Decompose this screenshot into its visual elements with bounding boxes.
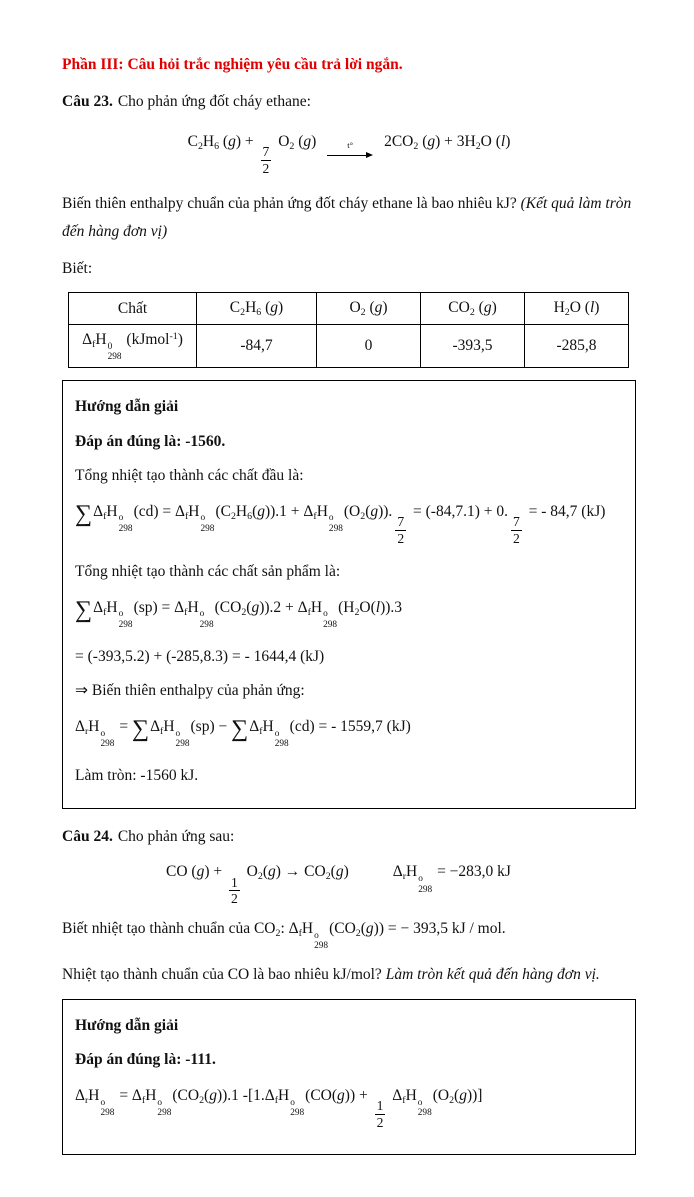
supsub: o 298: [175, 728, 190, 750]
subscript: f: [313, 510, 317, 522]
supsub: o 298: [118, 609, 133, 631]
text: ): [278, 299, 284, 317]
text: (: [474, 299, 484, 317]
q24-intro-text: Cho phản ứng sau:: [117, 827, 235, 845]
subscript: 2: [564, 307, 570, 319]
subscript: 2: [475, 140, 481, 152]
text: C: [229, 299, 241, 317]
text: (: [261, 299, 271, 317]
sum-icon: ∑: [75, 500, 93, 527]
q23-intro-text: Cho phản ứng đốt cháy ethane:: [117, 93, 311, 110]
text: (: [262, 863, 268, 881]
text: H: [163, 717, 175, 735]
subscript: f: [298, 927, 302, 939]
q23-biet-label: Biết:: [62, 260, 93, 278]
text: H: [278, 1087, 290, 1105]
text: (: [365, 502, 371, 520]
text: (: [330, 863, 336, 881]
text: (: [360, 919, 366, 937]
table-value-o2: 0: [317, 324, 421, 367]
subscript: 2: [199, 1094, 205, 1106]
subscript: 2: [289, 140, 295, 152]
q23-question-note: (Kết quả làm tròn đến hàng đơn vị): [62, 195, 632, 241]
text: O (: [569, 299, 590, 317]
superscript: -1: [169, 331, 178, 343]
text: C: [187, 132, 198, 150]
q23-solution-rounding: Làm tròn: -1560 kJ.: [75, 766, 199, 784]
supsub: o 298: [418, 874, 433, 895]
table-header-o2: [317, 293, 421, 325]
text: Δ: [75, 1087, 85, 1105]
fraction: $\frac{7}{2}$: [512, 513, 520, 546]
italic-text: g: [459, 1087, 467, 1105]
text: = (-84,7.1) + 0.: [409, 502, 508, 520]
q23-formula-reactants: [75, 502, 623, 547]
text: ) +: [204, 863, 226, 881]
text: ))]: [466, 1087, 483, 1105]
subscript: f: [103, 606, 107, 618]
text: H: [262, 717, 274, 735]
table-value-co2: -393,5: [421, 324, 525, 367]
text: (: [418, 132, 428, 150]
table-header-h2o: [525, 293, 629, 325]
text: ) → CO: [275, 863, 326, 881]
text: (sp) −: [190, 717, 232, 735]
q23-question: [62, 190, 636, 246]
text: (O: [432, 1087, 450, 1105]
q24-solution-box: [62, 999, 636, 1155]
text: O: [274, 132, 290, 150]
supsub: o 298: [274, 728, 289, 750]
sum-icon: ∑: [231, 716, 249, 743]
italic-text: g: [303, 132, 312, 150]
text: Δ: [249, 717, 260, 735]
italic-text: g: [374, 299, 383, 317]
text: H: [316, 502, 328, 520]
italic-text: g: [228, 132, 236, 150]
text: (sp) = Δ: [133, 598, 185, 616]
table-header-co2: [421, 293, 525, 325]
q24-question-note: Làm tròn kết quả đến hàng đơn vị.: [385, 966, 600, 983]
table-value-row: [69, 324, 629, 367]
q24-question: [62, 961, 636, 989]
table-value-c2h6: -84,7: [197, 324, 317, 367]
text: ): [311, 132, 321, 150]
subscript: 2: [241, 606, 247, 618]
text: (cd) = Δ: [133, 502, 185, 520]
text: H: [405, 1087, 417, 1105]
q23-solution-reactants-label: Tổng nhiệt tạo thành các chất đầu là:: [75, 467, 304, 485]
text: CO: [448, 299, 470, 317]
text: : Δ: [280, 919, 299, 937]
subscript: 6: [214, 140, 220, 152]
italic-text: g: [335, 863, 344, 881]
text: 2CO: [380, 132, 414, 150]
text: H: [145, 1087, 157, 1105]
supsub: o 298: [328, 513, 343, 535]
subscript: f: [307, 606, 311, 618]
subscript: 2: [197, 140, 203, 152]
text: Δ: [150, 717, 161, 735]
text: H: [235, 502, 248, 520]
text: ): [177, 330, 183, 348]
text: H: [88, 1087, 100, 1105]
text: =: [115, 717, 132, 735]
text: = Δ: [115, 1087, 142, 1105]
text: (CO: [214, 598, 242, 616]
text: (H: [338, 598, 355, 616]
text: H: [301, 919, 314, 937]
subscript: 2: [240, 307, 246, 319]
italic-text: g: [257, 502, 265, 520]
text: H: [202, 132, 215, 150]
q24-solution-answer: Đáp án đúng là: -111.: [75, 1051, 216, 1069]
subscript: r: [84, 1094, 89, 1106]
supsub: o 298: [100, 1097, 115, 1119]
text: )) +: [344, 1087, 372, 1105]
text: H: [106, 598, 118, 616]
fraction: $\frac{7}{2}$: [397, 513, 405, 546]
text: (: [454, 1087, 460, 1105]
table-row-label: [69, 324, 197, 367]
subscript: 6: [247, 510, 253, 522]
italic-text: l: [500, 132, 506, 150]
subscript: f: [274, 1094, 279, 1106]
text: ): [491, 299, 497, 317]
q23-reaction-equation: [62, 132, 636, 177]
supsub: o 298: [314, 930, 329, 952]
supsub: o 298: [118, 513, 133, 535]
table-header-chat: [69, 293, 197, 325]
q23-formula-products: [75, 598, 623, 631]
text: (: [294, 132, 304, 150]
q24-solution-title: Hướng dẫn giải: [75, 1016, 179, 1034]
subscript: 2: [469, 307, 475, 319]
text: Biết nhiệt tạo thành chuẩn của CO: [62, 919, 276, 937]
subscript: r: [402, 871, 407, 883]
q23-intro-line: [62, 88, 636, 116]
q23-solution-box: [62, 380, 636, 809]
text: (CO: [172, 1087, 200, 1105]
q23-solution-products-label: Tổng nhiệt tạo thành các chất sản phẩm là:: [75, 563, 341, 581]
text: O (: [480, 132, 501, 150]
subscript: 2: [275, 927, 281, 939]
table-header-row: [69, 293, 629, 325]
text: (kJmol: [122, 330, 170, 348]
text: O: [349, 299, 361, 317]
subscript: 2: [360, 510, 366, 522]
text: )).1 + Δ: [264, 502, 314, 520]
subscript: f: [259, 725, 263, 737]
q24-known-line: [62, 919, 636, 952]
text: (: [246, 598, 252, 616]
q24-label: Câu 24.: [62, 827, 113, 845]
text: ): [505, 132, 511, 150]
text: Δ: [82, 330, 93, 348]
sum-icon: ∑: [75, 597, 93, 624]
text: H: [310, 598, 323, 616]
subscript: 2: [325, 871, 331, 883]
text: ): [594, 299, 600, 317]
subscript: r: [84, 725, 89, 737]
italic-text: g: [427, 132, 436, 150]
subscript: f: [141, 1094, 146, 1106]
text: ): [343, 863, 349, 881]
text: O(: [359, 598, 376, 616]
q23-formula-products-result: = (-393,5.2) + (-285,8.3) = - 1644,4 (kJ): [75, 647, 325, 665]
italic-text: l: [375, 598, 381, 616]
sum-icon: ∑: [131, 716, 150, 743]
q23-label: Câu 23.: [62, 93, 113, 110]
text: H: [106, 502, 118, 520]
text: (: [204, 1087, 210, 1105]
text: H: [245, 299, 257, 317]
text: (: [365, 299, 375, 317]
subscript: f: [92, 338, 96, 350]
subscript: 2: [413, 140, 419, 152]
text: O: [242, 863, 258, 881]
enthalpy-table: [68, 292, 629, 368]
subscript: f: [184, 606, 188, 618]
text: (: [252, 502, 258, 520]
subscript: 2: [354, 606, 360, 618]
text: Δ: [93, 502, 104, 520]
supsub: o 298: [417, 1097, 432, 1119]
subscript: f: [402, 1094, 406, 1106]
q24-reaction-equation: [166, 862, 636, 907]
text: ): [382, 299, 388, 317]
text: (O: [343, 502, 361, 520]
italic-text: g: [483, 299, 492, 317]
q24-formula: [75, 1086, 623, 1131]
text: Chất: [117, 299, 148, 317]
supsub: o 298: [199, 609, 214, 631]
subscript: 2: [449, 1094, 455, 1106]
italic-text: g: [251, 598, 260, 616]
subscript: f: [160, 725, 164, 737]
text: H: [88, 717, 100, 735]
italic-text: g: [365, 919, 374, 937]
subscript: f: [103, 510, 107, 522]
supsub: o 298: [290, 1097, 305, 1119]
text: Δ: [93, 598, 104, 616]
italic-text: g: [370, 502, 379, 520]
text: )) = − 393,5 kJ / mol.: [373, 919, 506, 937]
supsub: o 298: [100, 728, 115, 750]
text: Δ: [388, 1087, 403, 1105]
subscript: 2: [257, 871, 263, 883]
italic-text: g: [270, 299, 279, 317]
q23-solution-title: Hướng dẫn giải: [75, 398, 179, 415]
text: ) + 3H: [435, 132, 476, 150]
text: )).3: [380, 598, 403, 616]
text: (CO: [329, 919, 356, 937]
text: Δ: [75, 717, 85, 735]
text: ) +: [235, 132, 258, 150]
text: (C: [215, 502, 231, 520]
text: )).1 -[1.Δ: [216, 1087, 275, 1105]
text: = −283,0 kJ: [433, 863, 511, 881]
fraction: $\frac{1}{2}$: [376, 1098, 384, 1130]
subscript: 2: [230, 510, 236, 522]
italic-text: g: [268, 863, 276, 881]
supsub: o 298: [323, 609, 338, 631]
text: CO (: [166, 863, 197, 881]
q24-question-text: Nhiệt tạo thành chuẩn của CO là bao nhiêu kJ/mol?: [62, 966, 382, 983]
text: (cd) = - 1559,7 (kJ): [289, 717, 411, 735]
supsub: o 298: [200, 513, 215, 535]
supsub: o 298: [157, 1097, 172, 1119]
subscript: 2: [360, 307, 366, 319]
text: H: [188, 502, 200, 520]
text: (: [219, 132, 229, 150]
reaction-arrow-icon: t°: [327, 141, 373, 160]
supsub: 0 298: [107, 341, 122, 363]
subscript: 2: [355, 927, 361, 939]
italic-text: g: [196, 863, 205, 881]
q23-formula-enthalpy: [75, 717, 623, 750]
italic-text: g: [209, 1087, 217, 1105]
italic-text: l: [589, 299, 595, 317]
subscript: f: [184, 510, 189, 522]
text: )).2 + Δ: [259, 598, 308, 616]
text: Δ: [392, 863, 403, 881]
italic-text: g: [337, 1087, 345, 1105]
table-value-h2o: -285,8: [525, 324, 629, 367]
fraction: $\frac{7}{2}$: [262, 144, 270, 176]
text: H: [95, 330, 107, 348]
text: H: [187, 598, 199, 616]
section-heading: Phần III: Câu hỏi trắc nghiệm yêu cầu trả lời ngắn.: [62, 56, 403, 73]
table-header-c2h6: [197, 293, 317, 325]
text: = - 84,7 (kJ): [524, 502, 606, 520]
text: H: [406, 863, 418, 881]
text: (CO(: [305, 1087, 338, 1105]
text: )).: [378, 502, 393, 520]
q23-solution-conclusion-label: ⇒ Biến thiên enthalpy của phản ứng:: [75, 682, 305, 700]
q24-intro-line: [62, 823, 636, 851]
text: H: [553, 299, 565, 317]
q23-solution-answer: Đáp án đúng là: -1560.: [75, 432, 226, 450]
q23-question-text: Biến thiên enthalpy chuẩn của phản ứng đốt cháy ethane là bao nhiêu kJ?: [62, 195, 517, 213]
subscript: 6: [256, 307, 262, 319]
fraction: $\frac{1}{2}$: [230, 874, 238, 907]
